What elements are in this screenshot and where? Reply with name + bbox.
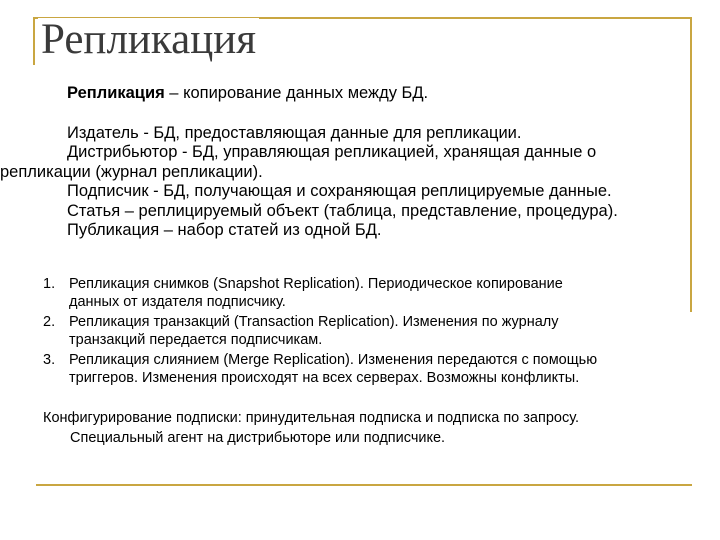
distributor-definition-line1: Дистрибьютор - БД, управляющая репликацией, хранящая данные о: [67, 143, 597, 161]
article-definition: Статья – реплицируемый объект (таблица, представление, процедура).: [67, 201, 618, 220]
config-line1: Конфигурирование подписки: принудительная подписка и подписка по запросу.: [43, 410, 580, 426]
definitions-block: [0, 84, 700, 241]
slide-title: Репликация: [38, 18, 259, 61]
list-item: [43, 275, 683, 311]
list-item-line2: триггеров. Изменения происходят на всех серверах. Возможны конфликты.: [69, 370, 580, 386]
subscriber-definition: Подписчик - БД, получающая и сохраняющая реплицируемые данные.: [67, 182, 612, 200]
list-item-line2: данных от издателя подписчику.: [69, 294, 286, 310]
frame-line-bottom: [36, 484, 692, 486]
list-item-number: 1.: [43, 276, 56, 292]
replication-term: Репликация: [67, 84, 165, 102]
list-item-number: 2.: [43, 314, 56, 330]
list-item: [43, 313, 683, 349]
list-item-line1: Репликация транзакций (Transaction Replication). Изменения по журналу: [69, 314, 559, 330]
distributor-definition-line2: репликации (журнал репликации).: [0, 162, 263, 181]
publisher-definition: Издатель - БД, предоставляющая данные для репликации.: [67, 123, 522, 142]
list-item-line1: Репликация слиянием (Merge Replication). Изменения передаются с помощью: [69, 352, 598, 368]
publication-definition: Публикация – набор статей из одной БД.: [67, 221, 382, 239]
frame-line-left: [33, 17, 35, 65]
replication-definition: [0, 84, 700, 104]
config-line2: Специальный агент на дистрибьюторе или подписчике.: [70, 430, 446, 446]
replication-term-text: – копирование данных между БД.: [164, 84, 429, 102]
subscription-config: [43, 408, 683, 448]
replication-types-list: [43, 275, 683, 389]
list-item-line2: транзакций передается подписчикам.: [69, 332, 323, 348]
list-item-number: 3.: [43, 352, 56, 368]
list-item: [43, 351, 683, 387]
list-item-line1: Репликация снимков (Snapshot Replication). Периодическое копирование: [69, 276, 563, 292]
